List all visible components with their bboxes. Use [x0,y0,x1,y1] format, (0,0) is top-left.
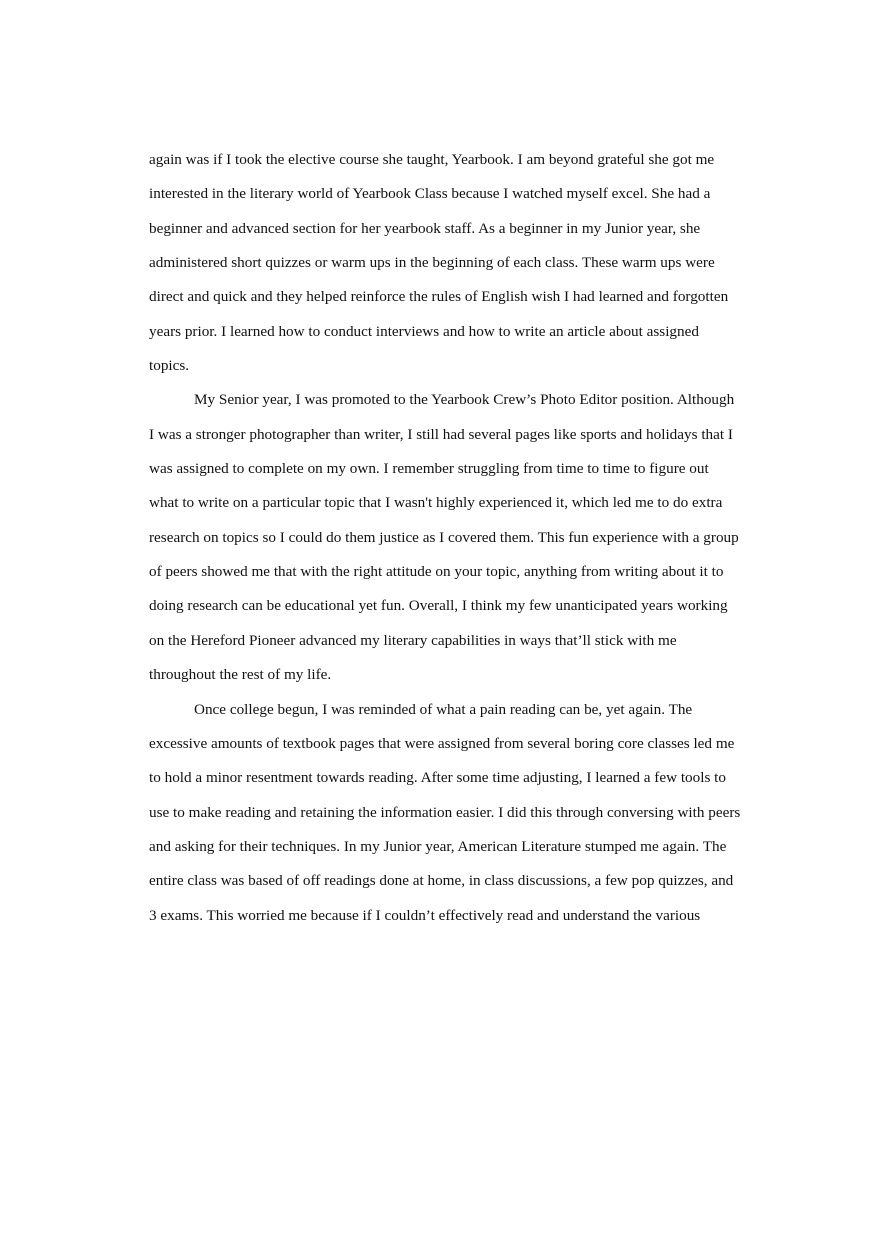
paragraph-1-line-2: interested in the literary world of Yearbook Class because I watched myself excel. She had a [149,185,711,203]
paragraph-2-line-8: on the Hereford Pioneer advanced my literary capabilities in ways that’ll stick with me [149,631,677,649]
paragraph-2-line-6: of peers showed me that with the right attitude on your topic, anything from writing about it to [149,563,724,581]
paragraph-2-line-2: I was a stronger photographer than writer, I still had several pages like sports and holidays that I [149,425,733,443]
essay-body [149,143,741,933]
paragraph-1-line-3: beginner and advanced section for her yearbook staff. As a beginner in my Junior year, she [149,219,701,237]
paragraph-2-line-4: what to write on a particular topic that I wasn't highly experienced it, which led me to do extra [149,494,723,512]
paragraph-3-line-6: entire class was based of off readings done at home, in class discussions, a few pop quizzes, and [149,872,734,890]
paragraph-3-line-7: 3 exams. This worried me because if I couldn’t effectively read and understand the various [149,906,701,924]
paragraph-1-line-1: again was if I took the elective course she taught, Yearbook. I am beyond grateful she got me [149,151,715,168]
paragraph-2-line-9: throughout the rest of my life. [149,666,332,684]
paragraph-3-line-5: and asking for their techniques. In my Junior year, American Literature stumped me again. The [149,837,727,855]
paragraph-2-line-7: doing research can be educational yet fun. Overall, I think my few unanticipated years working [149,597,728,615]
paragraph-3-line-2: excessive amounts of textbook pages that were assigned from several boring core classes led me [149,734,735,752]
paragraph-3-line-1: Once college begun, I was reminded of what a pain reading can be, yet again. The [194,700,693,718]
paragraph-1-line-4: administered short quizzes or warm ups in the beginning of each class. These warm ups were [149,254,715,272]
paragraph-1-line-6: years prior. I learned how to conduct interviews and how to write an article about assigned [149,322,699,340]
paragraph-3-line-3: to hold a minor resentment towards reading. After some time adjusting, I learned a few tools to [149,769,726,787]
paragraph-2-line-1: My Senior year, I was promoted to the Yearbook Crew’s Photo Editor position. Although [194,391,735,409]
paragraph-2-line-3: was assigned to complete on my own. I remember struggling from time to time to figure out [149,460,709,478]
paragraph-3-line-4: use to make reading and retaining the information easier. I did this through conversing with peers [149,803,741,821]
paragraph-2-line-5: research on topics so I could do them justice as I covered them. This fun experience with a group [149,528,739,546]
paragraph-1-line-7: topics. [149,357,190,375]
paragraph-1-line-5: direct and quick and they helped reinforce the rules of English wish I had learned and forgotten [149,288,729,306]
